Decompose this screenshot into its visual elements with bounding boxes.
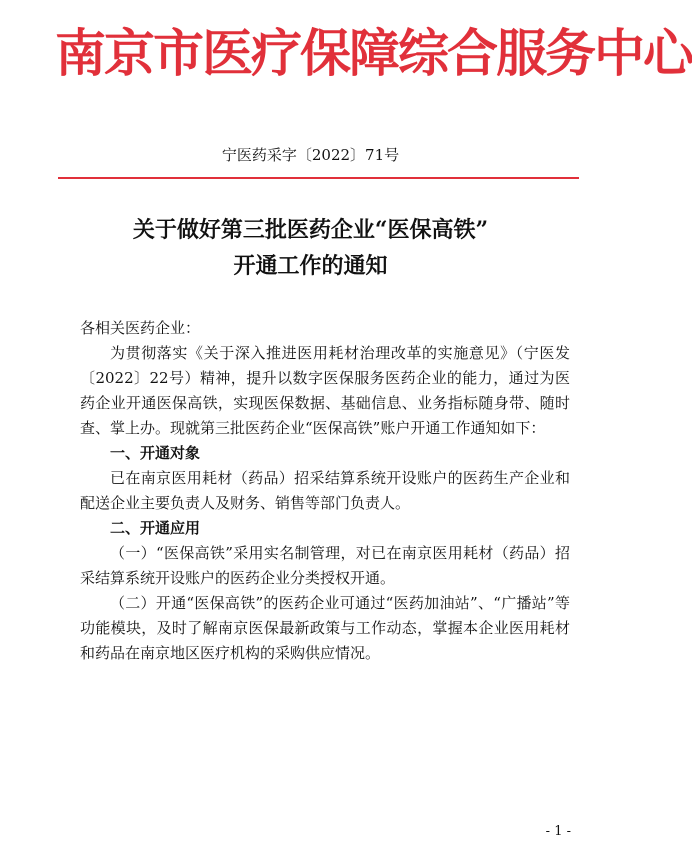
section-2-paragraph-2: （二）开通“医保高铁”的医药企业可通过“医药加油站”、“广播站”等功能模块，及时了解南京医保最新政策与工作动态，掌握本企业医用耗材和药品在南京地区医疗机构的采购供应情况。 [80,594,570,662]
red-header-divider [58,177,579,179]
document-number: 宁医药采字〔2022〕71号 [221,146,400,164]
document-body [80,316,570,666]
notice-title [0,212,621,284]
section-1-paragraph-1: 已在南京医用耗材（药品）招采结算系统开设账户的医药生产企业和配送企业主要负责人及财务、销售等部门负责人。 [80,469,570,512]
section-2-paragraph-1: （一）“医保高铁”采用实名制管理，对已在南京医用耗材（药品）招采结算系统开设账户的医药企业分类授权开通。 [80,544,570,587]
greeting: 各相关医药企业： [80,319,201,337]
notice-title-line-1: 关于做好第三批医药企业“医保高铁” [132,217,489,243]
org-header-title: 南京市医疗保障综合服务中心 [55,27,692,83]
section-heading-1: 一、开通对象 [110,444,201,462]
notice-title-line-2: 开通工作的通知 [233,253,388,279]
intro-paragraph: 为贯彻落实《关于深入推进医用耗材治理改革的实施意见》（宁医发〔2022〕22号）精神，提升以数字医保服务医药企业的能力，通过为医药企业开通医保高铁，实现医保数据、基础信息、业务指标随身带、随时查、掌上办。现就第三批医药企业“医保高铁”账户开通工作通知如下： [80,344,570,437]
page-number: - 1 - [545,824,571,839]
section-heading-2: 二、开通应用 [110,519,201,537]
